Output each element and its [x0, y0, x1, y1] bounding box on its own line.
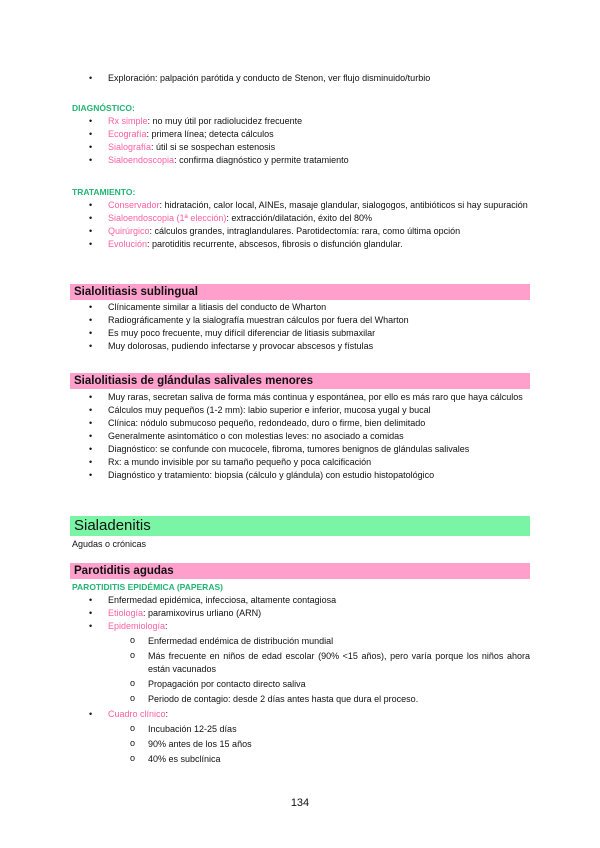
chapter-heading: Sialadenitis — [70, 516, 530, 536]
list-item: • Conservador: hidratación, calor local, AINEs, masaje glandular, sialogogos, antibióticos si hay supuración — [72, 199, 530, 212]
list-item: • Muy dolorosas, pudiendo infectarse y provocar abscesos y fístulas — [72, 340, 530, 353]
list-item: • Clínica: nódulo submucoso pequeño, redondeado, duro o firme, bien delimitado — [72, 417, 530, 430]
exploracion-block — [72, 72, 530, 85]
diagnostico-label: DIAGNÓSTICO: — [72, 103, 135, 113]
list-item: • Diagnóstico: se confunde con mucocele, fibroma, tumores benignos de glándulas salivales — [72, 443, 530, 456]
list-item: • Clínicamente similar a litiasis del conducto de Wharton — [72, 301, 530, 314]
list-item: • Cálculos muy pequeños (1-2 mm): labio superior e inferior, mucosa yugal y bucal — [72, 404, 530, 417]
list-item: • Exploración: palpación parótida y conducto de Stenon, ver flujo disminuido/turbio — [72, 72, 530, 85]
tratamiento-section — [72, 186, 530, 251]
list-item: • Diagnóstico y tratamiento: biopsia (cálculo y glándula) con estudio histopatológico — [72, 469, 530, 482]
tratamiento-label: TRATAMIENTO: — [72, 187, 136, 197]
list-item: • Sialoendoscopia: confirma diagnóstico y permite tratamiento — [72, 154, 530, 167]
list-item: • Muy raras, secretan saliva de forma más continua y espontánea, por ello es más raro que haya cálculos — [72, 391, 530, 404]
sub-list-item: o Incubación 12-25 días — [72, 723, 530, 736]
list-item: • Quirúrgico: cálculos grandes, intraglandulares. Parotidectomía: rara, como última opción — [72, 225, 530, 238]
paperas-label: PAROTIDITIS EPIDÉMICA (PAPERAS) — [72, 582, 223, 592]
list-item: • Rx simple: no muy útil por radiolucidez frecuente — [72, 115, 530, 128]
list-item: • Sialografía: útil si se sospechan estenosis — [72, 141, 530, 154]
list-item: • Es muy poco frecuente, muy difícil diferenciar de litiasis submaxilar — [72, 327, 530, 340]
list-item: • Cuadro clínico: — [72, 708, 530, 721]
sublingual-section — [72, 284, 530, 353]
list-item: • Generalmente asintomático o con molestias leves: no asociado a comidas — [72, 430, 530, 443]
menores-section — [72, 373, 530, 482]
page-number: 134 — [290, 797, 310, 809]
list-item: • Rx: a mundo invisible por su tamaño pequeño y poca calcificación — [72, 456, 530, 469]
sub-list-item: o Propagación por contacto directo saliva — [72, 678, 530, 691]
list-item: • Etiología: paramixovirus urliano (ARN) — [72, 607, 530, 620]
diagnostico-section — [72, 102, 530, 167]
section-heading: Parotiditis agudas — [70, 563, 530, 579]
list-item: • Ecografía: primera línea; detecta cálculos — [72, 128, 530, 141]
parotiditis-section — [72, 563, 530, 766]
sub-list-item: o Periodo de contagio: desde 2 días antes hasta que dura el proceso. — [72, 693, 530, 706]
list-item: • Evolución: parotiditis recurrente, abscesos, fibrosis o disfunción glandular. — [72, 238, 530, 251]
section-heading: Sialolitiasis sublingual — [70, 284, 530, 300]
list-item: • Radiográficamente y la sialografía muestran cálculos por fuera del Wharton — [72, 314, 530, 327]
list-item: • Epidemiología: — [72, 620, 530, 633]
sub-list-item: o Enfermedad endémica de distribución mundial — [72, 635, 530, 648]
sialadenitis-subtitle: Agudas o crónicas — [72, 539, 147, 549]
list-item: • Sialoendoscopia (1ª elección): extracción/dilatación, éxito del 80% — [72, 212, 530, 225]
sub-list-item: o 90% antes de los 15 años — [72, 738, 530, 751]
sub-list-item: o 40% es subclínica — [72, 753, 530, 766]
section-heading: Sialolitiasis de glándulas salivales menores — [70, 373, 530, 389]
sialadenitis-section — [72, 516, 530, 551]
list-item: • Enfermedad epidémica, infecciosa, altamente contagiosa — [72, 594, 530, 607]
sub-list-item: o Más frecuente en niños de edad escolar (90% <15 años), pero varía porque los niños ahora están vacunados — [72, 650, 530, 676]
